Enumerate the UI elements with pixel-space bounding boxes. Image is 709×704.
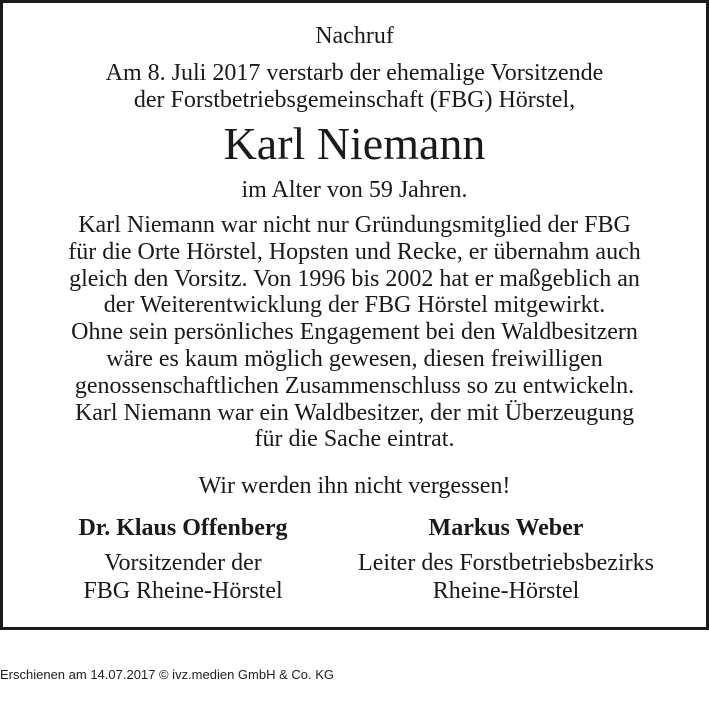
closing-line: Wir werden ihn nicht vergessen! [198,473,511,499]
intro-line: der Forstbetriebsgemeinschaft (FBG) Hörstel, [133,87,576,113]
deceased-name: Karl Niemann [223,118,486,169]
intro-text [3,60,706,114]
signatory-right [326,513,686,605]
tribute-line: für die Sache eintrat. [254,426,455,453]
tribute-line: Ohne sein persönliches Engagement bei den Waldbesitzern [71,319,638,346]
signatory-role-line: Vorsitzender der [104,550,262,576]
signatory-role-line: FBG Rheine-Hörstel [83,578,283,604]
notice-heading: Nachruf [315,23,394,49]
signatory-role-line: Rheine-Hörstel [432,578,580,604]
tribute-line: der Weiterentwicklung der FBG Hörstel mitgewirkt. [103,292,606,319]
tribute-text [3,212,706,453]
tribute-line: gleich den Vorsitz. Von 1996 bis 2002 hat er maßgeblich an [69,265,640,292]
age-line: im Alter von 59 Jahren. [241,177,468,203]
tribute-line: Karl Niemann war nicht nur Gründungsmitglied der FBG [78,212,631,238]
intro-line: Am 8. Juli 2017 verstarb der ehemalige Vorsitzende [105,60,604,86]
signatory-name: Markus Weber [428,515,584,541]
publication-footer: Erschienen am 14.07.2017 © ivz.medien GmbH & Co. KG [0,667,335,682]
signatory-left [3,513,363,605]
tribute-line: für die Orte Hörstel, Hopsten und Recke, er übernahm auch [68,238,641,265]
signatory-role [326,549,686,605]
tribute-line: genossenschaftlichen Zusammenschluss so zu entwickeln. [74,372,635,399]
signatory-role [3,549,363,605]
signatory-name: Dr. Klaus Offenberg [78,515,288,541]
tribute-line: Karl Niemann war ein Waldbesitzer, der mit Überzeugung [74,399,635,426]
signatory-role-line: Leiter des Forstbetriebsbezirks [358,550,654,576]
tribute-line: wäre es kaum möglich gewesen, diesen freiwilligen [106,345,603,372]
